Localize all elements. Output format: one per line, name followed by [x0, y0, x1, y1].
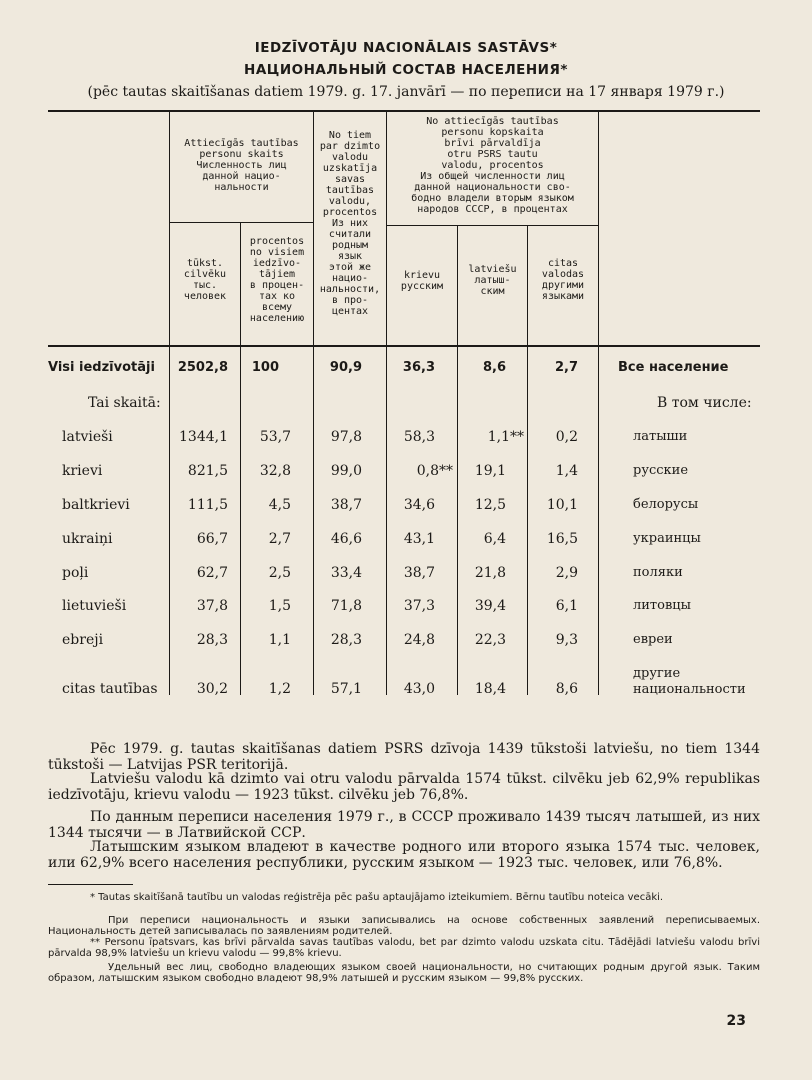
cell-other: 1,4 — [555, 463, 578, 479]
header-count-group: Attiecīgās tautības personu skaits Численность лиц данной нацио- нальности — [184, 138, 299, 193]
footnote-text: ** Personu īpatsvars, kas brīvi pārvalda savas tautības valodu, bet par dzimto valodu uzskata citu. Tādējādi latviešu valodu brīvi pārvalda 98,9% latviešu un krievu valodu — 99,8% krievu. — [48, 937, 760, 959]
column-divider — [598, 110, 599, 695]
cell-latvian: 1,1** — [487, 429, 524, 445]
cell-russian: 24,8 — [403, 632, 435, 648]
header-russian: krievu русским — [400, 270, 444, 292]
row-label-ru: латыши — [633, 429, 688, 444]
cell-native: 57,1 — [330, 681, 362, 697]
cell-latvian: 6,4 — [483, 531, 506, 547]
footnote-text: * Tautas skaitīšanā tautību un valodas reģistrēja pēc pašu aptaujājamo izteikumiem. Bērnu tautību noteica vecāki. — [90, 892, 664, 903]
cell-russian: 43,0 — [403, 681, 435, 697]
cell-thousands: 1344,1 — [179, 429, 228, 445]
row-label-ru: евреи — [633, 632, 673, 647]
row-label-lv: ukraiņi — [62, 531, 113, 547]
footnote-rule — [48, 884, 133, 885]
title-latvian: IEDZĪVOTĀJU NACIONĀLAIS SASTĀVS* — [254, 40, 558, 56]
cell-other: 10,1 — [546, 497, 578, 513]
row-label-ru: украинцы — [633, 531, 701, 546]
cell-native: 28,3 — [330, 632, 362, 648]
cell-native: 90,9 — [329, 360, 362, 375]
paragraph-lv-1 — [48, 741, 760, 773]
row-label-ru: поляки — [633, 565, 683, 580]
cell-native: 46,6 — [330, 531, 362, 547]
cell-percent: 2,5 — [268, 565, 291, 581]
sub-heading-ru: В том числе: — [657, 395, 752, 411]
cell-other: 0,2 — [555, 429, 578, 445]
footnote-text: При переписи национальность и языки записывались на основе собственных заявлений переписываемых. Национальность детей записывалась по заявлениям родителей. — [48, 915, 760, 937]
cell-russian: 58,3 — [403, 429, 435, 445]
title-russian: НАЦИОНАЛЬНЫЙ СОСТАВ НАСЕЛЕНИЯ* — [244, 62, 568, 78]
cell-thousands: 30,2 — [196, 681, 228, 697]
row-label-lv: poļi — [62, 565, 89, 581]
cell-percent: 1,2 — [268, 681, 291, 697]
cell-other: 2,9 — [555, 565, 578, 581]
cell-russian: 36,3 — [402, 360, 435, 375]
table-header-bottom-rule — [48, 345, 760, 347]
row-label-ru: Все население — [618, 360, 729, 375]
cell-native: 97,8 — [330, 429, 362, 445]
subtitle: (pēc tautas skaitīšanas datiem 1979. g. 17. janvārī — по переписи на 17 января 1979 г.) — [87, 84, 725, 100]
cell-percent: 53,7 — [259, 429, 291, 445]
paragraph-text: По данным переписи населения 1979 г., в СССР проживало 1439 тысяч латышей, из них 1344 тысячи — в Латвийской ССР. — [48, 809, 760, 841]
row-label-lv: baltkrievi — [62, 497, 130, 513]
page-number: 23 — [726, 1013, 746, 1029]
cell-percent: 1,5 — [268, 598, 291, 614]
cell-russian: 38,7 — [403, 565, 435, 581]
cell-other: 16,5 — [546, 531, 578, 547]
cell-thousands: 37,8 — [196, 598, 228, 614]
cell-percent: 1,1 — [268, 632, 291, 648]
cell-latvian: 18,4 — [474, 681, 506, 697]
cell-native: 71,8 — [330, 598, 362, 614]
footnote-text: Удельный вес лиц, свободно владеющих языком своей национальности, но считающих родным другой язык. Таким образом, латышским языком свободно владеют 98,9% латышей и русским языком — 99,8% русских. — [48, 962, 760, 984]
row-label-lv: ebreji — [62, 632, 104, 648]
header-thousands: tūkst. cilvēku тыс. человек — [183, 258, 227, 302]
cell-other: 6,1 — [555, 598, 578, 614]
paragraph-ru-2 — [48, 839, 760, 871]
header-split-rule — [169, 222, 313, 223]
cell-native: 38,7 — [330, 497, 362, 513]
sub-heading-lv: Tai skaitā: — [88, 395, 161, 411]
row-label-lv: Visi iedzīvotāji — [48, 360, 155, 375]
row-label-lv: citas tautības — [62, 681, 158, 697]
row-label-ru: литовцы — [633, 598, 691, 613]
cell-latvian: 22,3 — [474, 632, 506, 648]
cell-russian: 34,6 — [403, 497, 435, 513]
footnote-ru-2 — [48, 962, 760, 984]
footnote-lv-2 — [48, 937, 760, 959]
footnote-ru-1 — [48, 915, 760, 937]
table-top-rule — [48, 110, 760, 112]
cell-latvian: 21,8 — [474, 565, 506, 581]
cell-latvian: 8,6 — [482, 360, 506, 375]
cell-thousands: 821,5 — [187, 463, 228, 479]
cell-thousands: 62,7 — [196, 565, 228, 581]
header-native-language: No tiem par dzimto valodu uzskatīja savas tautības valodu, procentos Из них считали родным язык этой же нацио- нальности, в про- центах — [319, 130, 381, 317]
paragraph-ru-1 — [48, 809, 760, 841]
row-label-ru: белорусы — [633, 497, 699, 512]
cell-percent: 100 — [251, 360, 279, 375]
header-other: citas valodas другими языками — [541, 258, 585, 302]
row-label-lv: lietuvieši — [62, 598, 127, 614]
cell-thousands: 28,3 — [196, 632, 228, 648]
row-label-lv: latvieši — [62, 429, 113, 445]
footnote-lv-1 — [48, 892, 760, 903]
cell-russian: 37,3 — [403, 598, 435, 614]
cell-latvian: 19,1 — [474, 463, 506, 479]
row-label-ru: другие национальности — [633, 666, 746, 697]
header-latvian: latviešu латыш- ским — [468, 264, 517, 297]
cell-other: 8,6 — [555, 681, 578, 697]
row-label-lv: krievi — [62, 463, 103, 479]
cell-russian: 43,1 — [403, 531, 435, 547]
paragraph-text: Латышским языком владеют в качестве родного или второго языка 1574 тыс. человек, или 62,9% всего населения республики, русским языком — 1923 тыс. человек, или 76,8%. — [48, 839, 760, 871]
cell-thousands: 111,5 — [187, 497, 228, 513]
paragraph-text: Latviešu valodu kā dzimto vai otru valodu pārvalda 1574 tūkst. cilvēku jeb 62,9% republikas iedzīvotāju, krievu valodu — 1923 tūkst. cilvēku jeb 76,8%. — [48, 771, 760, 803]
paragraph-lv-2 — [48, 771, 760, 803]
cell-latvian: 39,4 — [474, 598, 506, 614]
cell-thousands: 2502,8 — [177, 360, 228, 375]
cell-other: 9,3 — [555, 632, 578, 648]
cell-latvian: 12,5 — [474, 497, 506, 513]
header-split-rule — [386, 225, 598, 226]
cell-percent: 4,5 — [268, 497, 291, 513]
header-second-language-group: No attiecīgās tautības personu kopskaita brīvi pārvaldīja otru PSRS tautu valodu, procentos Из общей численности лиц данной национальности сво- бодно владели вторым языком народов СССР, в процентах — [411, 116, 574, 215]
cell-other: 2,7 — [554, 360, 578, 375]
cell-russian: 0,8** — [416, 463, 453, 479]
cell-native: 99,0 — [330, 463, 362, 479]
paragraph-text: Pēc 1979. g. tautas skaitīšanas datiem PSRS dzīvoja 1439 tūkstoši latviešu, no tiem 1344 tūkstoši — Latvijas PSR teritorijā. — [48, 741, 760, 773]
cell-percent: 32,8 — [259, 463, 291, 479]
row-label-ru: русские — [633, 463, 689, 478]
header-percent: procentos no visiem iedzīvo- tājiem в процен- тах ко всему населению — [249, 236, 305, 324]
cell-percent: 2,7 — [268, 531, 291, 547]
cell-native: 33,4 — [330, 565, 362, 581]
cell-thousands: 66,7 — [196, 531, 228, 547]
